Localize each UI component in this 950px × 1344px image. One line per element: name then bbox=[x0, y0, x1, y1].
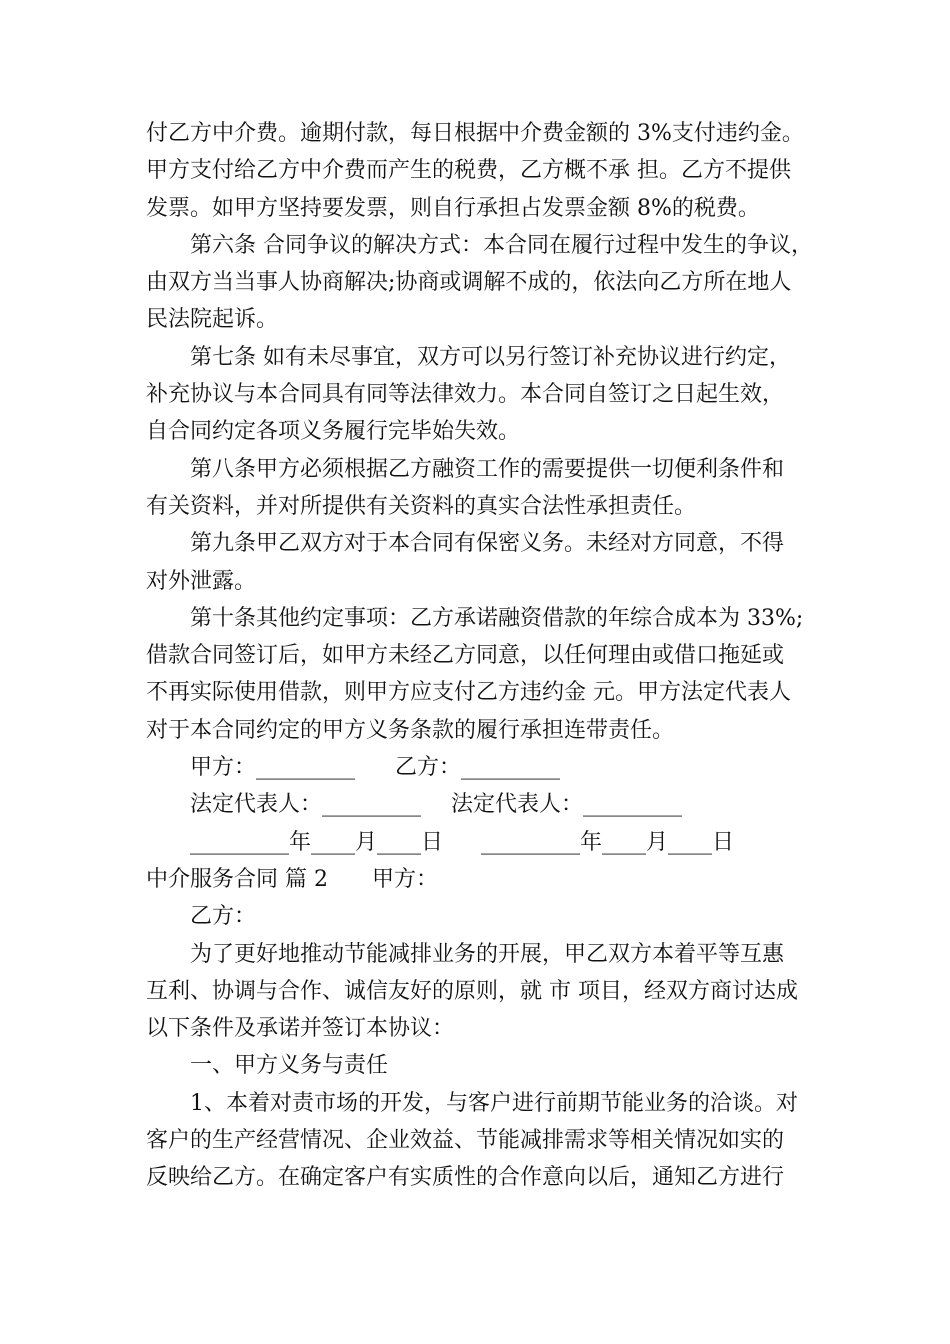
text-line: 以下条件及承诺并签订本协议： bbox=[146, 1016, 455, 1042]
date-b: _________年____月____日 bbox=[481, 829, 735, 855]
signature-dates bbox=[146, 824, 814, 861]
text-line: 互利、协调与合作、诚信友好的原则，就 市 项目，经双方商讨达成 bbox=[146, 978, 798, 1004]
text-line: 不再实际使用借款，则甲方应支付乙方违约金 元。甲方法定代表人 bbox=[146, 680, 791, 706]
date-a: _________年____月____日 bbox=[190, 829, 444, 855]
clause-1: 1、本着对责市场的开发，与客户进行前期节能业务的洽谈。对 bbox=[190, 1090, 798, 1116]
article-6: 第六条 合同争议的解决方式：本合同在履行过程中发生的争议， bbox=[190, 232, 813, 258]
party-b-signature: 乙方：_________ bbox=[395, 755, 561, 781]
section-2-party-a: 甲方： bbox=[371, 866, 438, 892]
text-line: 由双方当当事人协商解决;协商或调解不成的，依法向乙方所在地人 bbox=[146, 270, 792, 296]
text-line: 甲方支付给乙方中介费而产生的税费，乙方概不承 担。乙方不提供 bbox=[146, 158, 791, 184]
text-line: 客户的生产经营情况、企业效益、节能减排需求等相关情况如实的 bbox=[146, 1128, 785, 1154]
document-body bbox=[146, 115, 814, 1197]
text-line: 补充协议与本合同具有同等法律效力。本合同自签订之日起生效， bbox=[146, 382, 785, 408]
text-line: 自合同约定各项义务履行完毕始失效。 bbox=[146, 419, 521, 445]
text-line: 民法院起诉。 bbox=[146, 307, 279, 333]
party-a-signature: 甲方：_________ bbox=[190, 755, 356, 781]
text-line: 对于本合同约定的甲方义务条款的履行承担连带责任。 bbox=[146, 717, 675, 743]
article-7: 第七条 如有未尽事宜，双方可以另行签订补充协议进行约定， bbox=[190, 344, 791, 370]
signature-parties bbox=[146, 749, 814, 786]
intro-paragraph: 为了更好地推动节能减排业务的开展，甲乙双方本着平等互惠 bbox=[190, 941, 785, 967]
section-2-heading bbox=[146, 861, 814, 898]
rep-a-signature: 法定代表人：_________ bbox=[190, 792, 422, 818]
article-9: 第九条甲乙双方对于本合同有保密义务。未经对方同意，不得 bbox=[190, 531, 785, 557]
section-heading-obligations: 一、甲方义务与责任 bbox=[190, 1053, 389, 1079]
text-line: 付乙方中介费。逾期付款，每日根据中介费金额的 3%支付违约金。 bbox=[146, 121, 804, 146]
signature-representatives bbox=[146, 786, 814, 823]
text-line: 有关资料，并对所提供有关资料的真实合法性承担责任。 bbox=[146, 493, 697, 519]
article-8: 第八条甲方必须根据乙方融资工作的需要提供一切便利条件和 bbox=[190, 456, 785, 482]
rep-b-signature: 法定代表人：_________ bbox=[451, 792, 683, 818]
section-2-party-b: 乙方： bbox=[190, 904, 257, 930]
section-2-title: 中介服务合同 篇 2 bbox=[146, 866, 328, 892]
text-line: 发票。如甲方坚持要发票，则自行承担占发票金额 8%的税费。 bbox=[146, 195, 760, 221]
text-line: 反映给乙方。在确定客户有实质性的合作意向以后，通知乙方进行 bbox=[146, 1165, 785, 1191]
text-line: 借款合同签订后，如甲方未经乙方同意，以任何理由或借口拖延或 bbox=[146, 643, 785, 669]
article-10: 第十条其他约定事项：乙方承诺融资借款的年综合成本为 33%; bbox=[190, 605, 804, 631]
text-line: 对外泄露。 bbox=[146, 568, 257, 594]
